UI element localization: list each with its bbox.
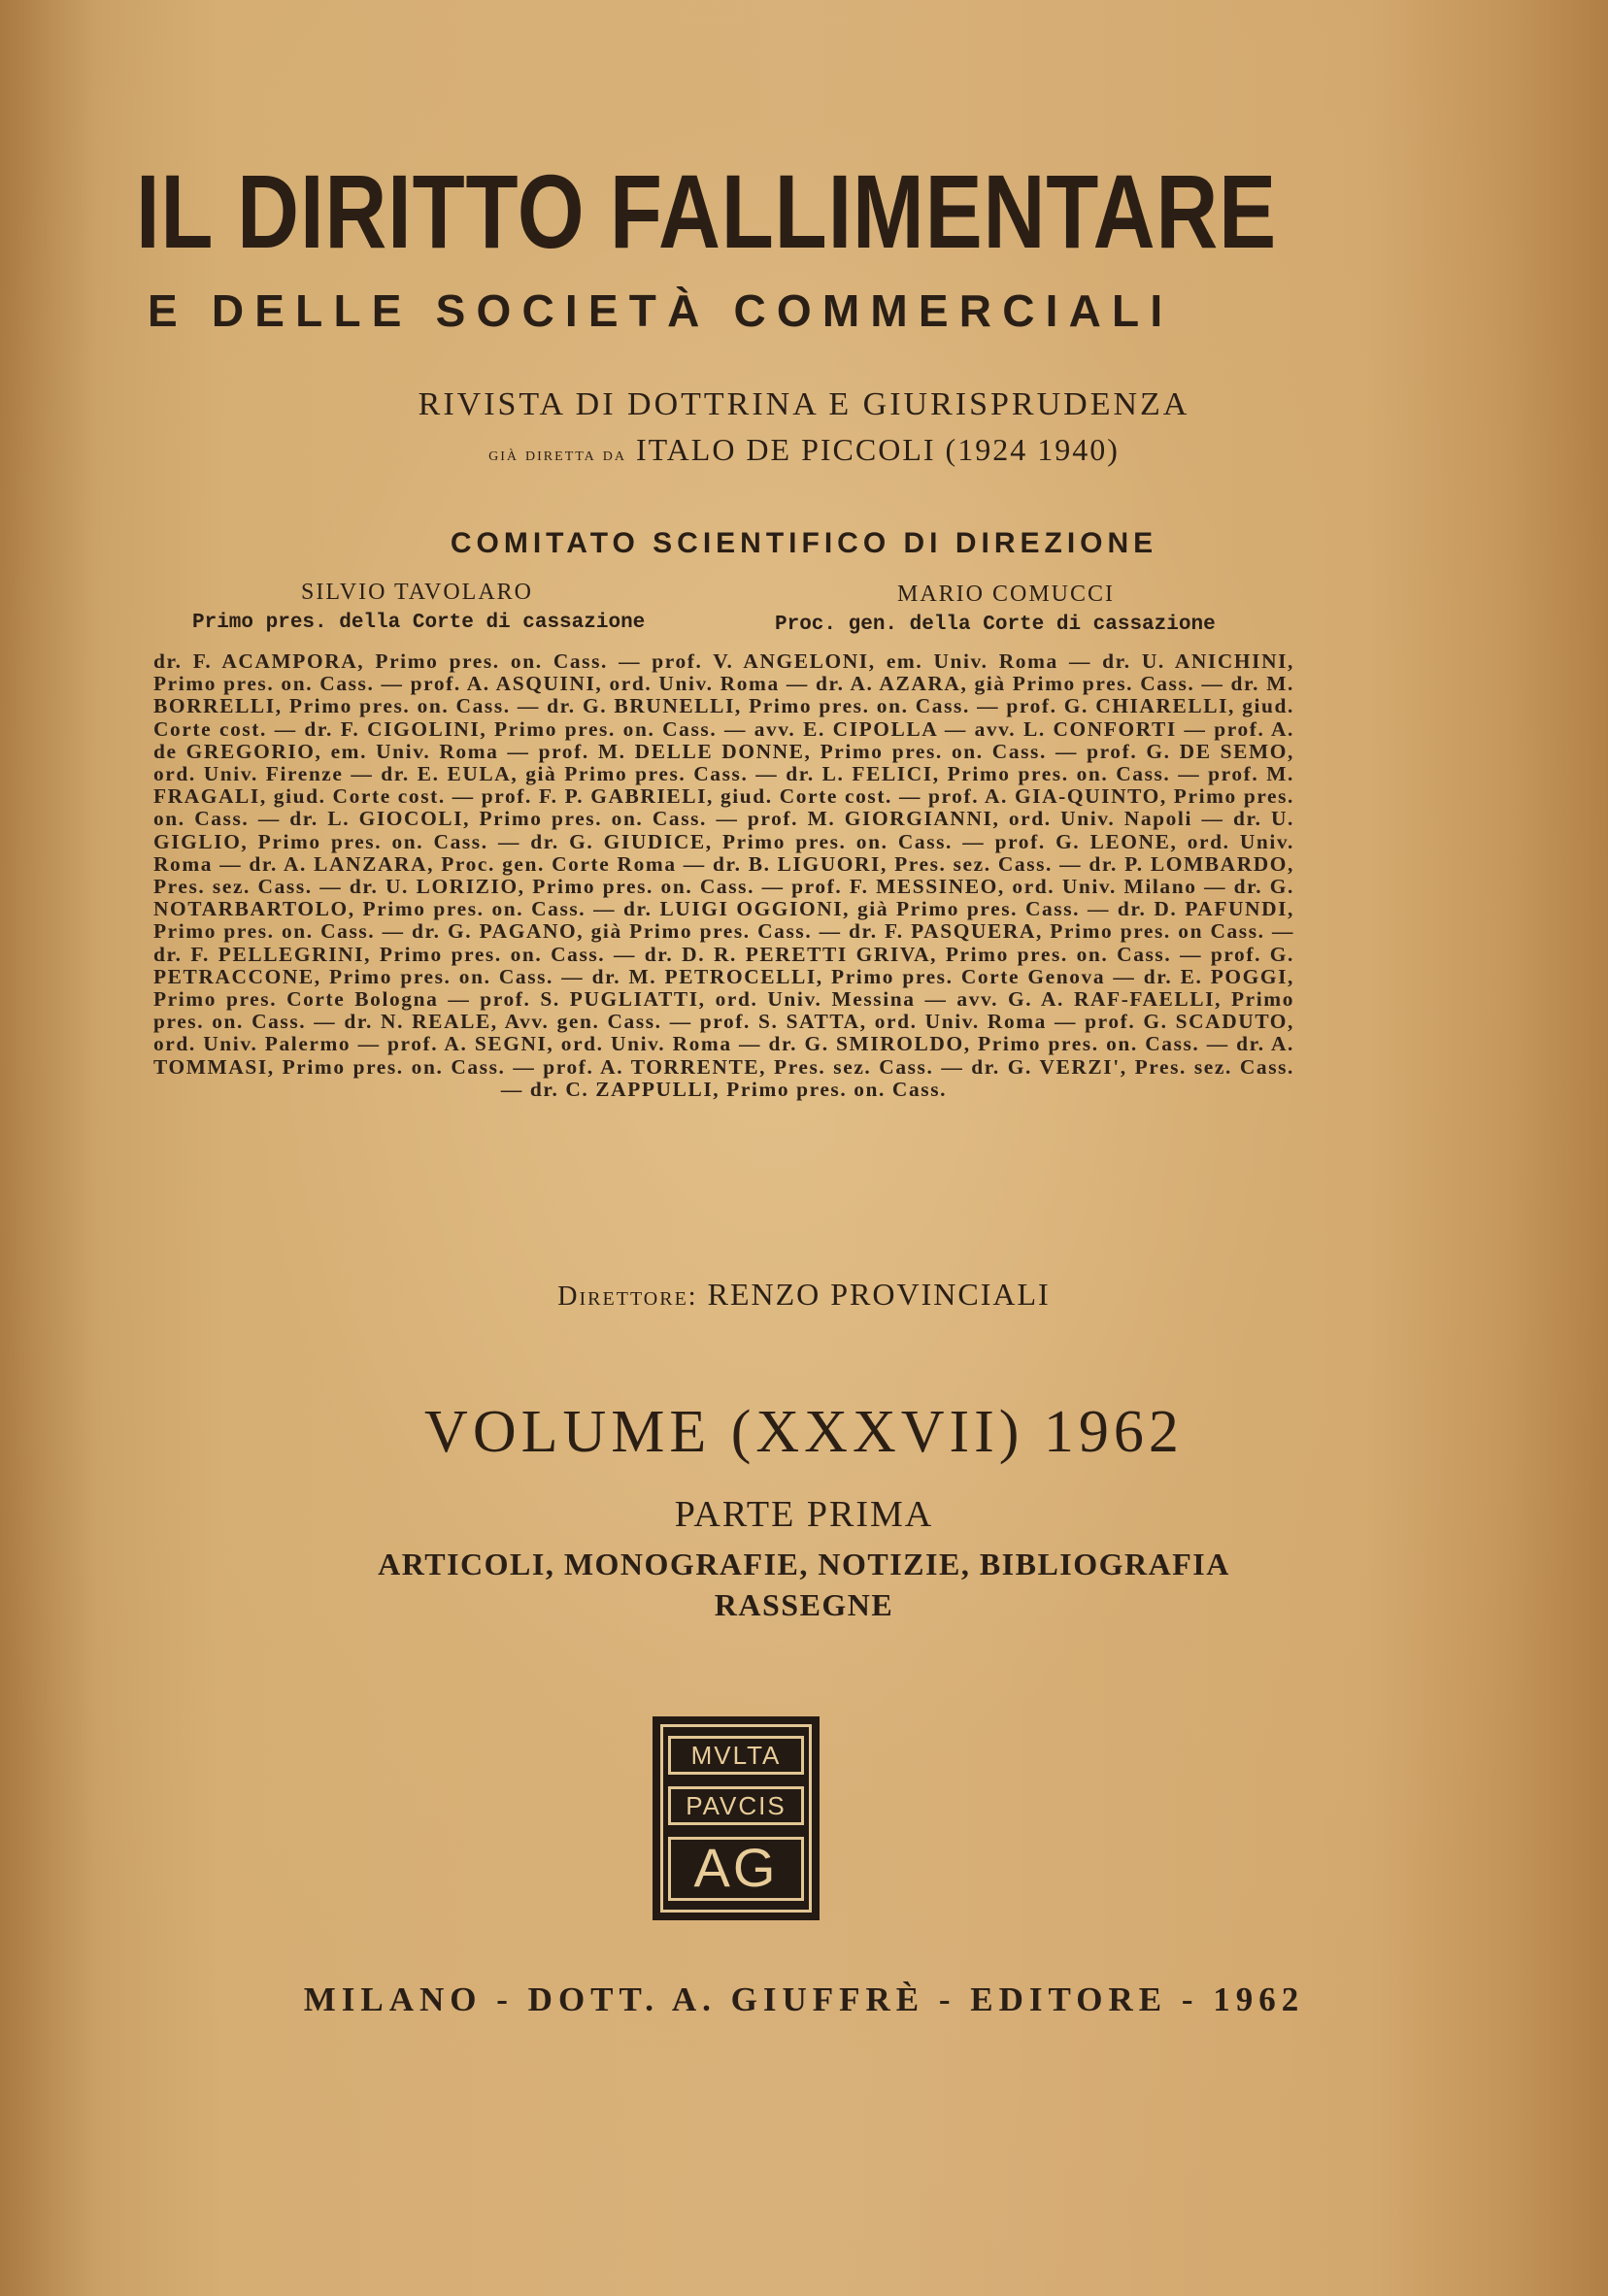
- contents-line-2: RASSEGNE: [714, 1587, 894, 1622]
- logo-text-line-3: AG: [668, 1837, 804, 1901]
- journal-title: IL DIRITTO FALLIMENTARE: [136, 152, 1278, 270]
- committee-left-role: Primo pres. della Corte di cassazione: [192, 612, 646, 634]
- contents-description: [0, 1544, 1608, 1625]
- committee-members: dr. F. ACAMPORA, Primo pres. on. Cass. — prof. V. ANGELONI, em. Univ. Roma — dr. U. ANICHINI, Primo pres. on. Cass. — prof. A. ASQUINI, ord. Univ. Roma — dr. A. AZARA, già Primo pres. Cass. — dr. M. BORRELLI, Primo pres. on. Cass. — dr. G. BRUNELLI, Primo pres. on. Cass. — prof. G. CHIARELLI, giud. Corte cost. — dr. F. CIGOLINI, Primo pres. on. Cass. — avv. E. CIPOLLA — avv. L. CONFORTI — prof. A. de GREGORIO, em. Univ. Roma — prof. M. DELLE DONNE, Primo pres. on. Cass. — prof. G. DE SEMO, ord. Univ. Firenze — dr. E. EULA, già Primo pres. Cass. — dr. L. FELICI, Primo pres. on. Cass. — prof. M. FRAGALI, giud. Corte cost. — prof. F. P. GABRIELI, giud. Corte cost. — prof. A. GIA-QUINTO, Primo pres. on. Cass. — dr. L. GIOCOLI, Primo pres. on. Cass. — prof. M. GIORGIANNI, ord. Univ. Napoli — dr. U. GIGLIO, Primo pres. on. Cass. — dr. G. GIUDICE, Primo pres. on. Cass. — prof. G. LEONE, ord. Univ. Roma — dr. A. LANZARA, Proc. gen. Corte Roma — dr. B. LIGUORI, Pres. sez. Cass. — dr. P. LOMBARDO, Pres. sez. Cass. — dr. U. LORIZIO, Primo pres. on. Cass. — prof. F. MESSINEO, ord. Univ. Milano — dr. G. NOTARBARTOLO, Primo pres. on. Cass. — dr. LUIGI OGGIONI, già Primo pres. Cass. — dr. D. PAFUNDI, Primo pres. on. Cass. — dr. G. PAGANO, già Primo pres. Cass. — dr. F. PASQUERA, Primo pres. on Cass. — dr. F. PELLEGRINI, Primo pres. on. Cass. — dr. D. R. PERETTI GRIVA, Primo pres. on. Cass. — prof. G. PETRACCONE, Primo pres. on. Cass. — dr. M. PETROCELLI, Primo pres. Corte Genova — dr. E. POGGI, Primo pres. Corte Bologna — prof. S. PUGLIATTI, ord. Univ. Messina — avv. G. A. RAF-FAELLI, Primo pres. on. Cass. — dr. N. REALE, Avv. gen. Cass. — prof. S. SATTA, ord. Univ. Roma — prof. G. SCADUTO, ord. Univ. Palermo — prof. A. SEGNI, ord. Univ. Roma — dr. G. SMIROLDO, Primo pres. on. Cass. — dr. A. TOMMASI, Primo pres. on. Cass. — prof. A. TORRENTE, Pres. sez. Cass. — dr. G. VERZI', Pres. sez. Cass. — dr. C. ZAPPULLI, Primo pres. on. Cass.: [153, 649, 1294, 1101]
- publisher-logo: [653, 1716, 820, 1920]
- former-director-prefix: già diretta da: [488, 444, 627, 465]
- volume-title: VOLUME (XXXVII) 1962: [424, 1399, 1184, 1465]
- director-line: [0, 1277, 1608, 1313]
- logo-text-line-2: PAVCIS: [668, 1786, 804, 1825]
- committee-right-role: Proc. gen. della Corte di cassazione: [775, 614, 1216, 636]
- publisher-imprint: MILANO - DOTT. A. GIUFFRÈ - EDITORE - 1962: [303, 1980, 1305, 2018]
- journal-description: RIVISTA DI DOTTRINA E GIURISPRUDENZA: [418, 386, 1190, 422]
- part-title: PARTE PRIMA: [674, 1494, 934, 1535]
- committee-left-name: SILVIO TAVOLARO: [301, 580, 533, 605]
- former-director-years: (1924 1940): [945, 432, 1120, 467]
- journal-subtitle: E DELLE SOCIETÀ COMMERCIALI: [148, 285, 1174, 336]
- committee-heading: COMITATO SCIENTIFICO DI DIREZIONE: [450, 527, 1158, 559]
- logo-text-line-1: MVLTA: [668, 1736, 804, 1775]
- former-director-line: [0, 432, 1608, 468]
- director-name: RENZO PROVINCIALI: [707, 1277, 1051, 1312]
- former-director-name: ITALO DE PICCOLI: [636, 432, 936, 467]
- contents-line-1: ARTICOLI, MONOGRAFIE, NOTIZIE, BIBLIOGRAFIA: [378, 1547, 1230, 1581]
- director-label: Direttore:: [557, 1281, 698, 1312]
- committee-right-name: MARIO COMUCCI: [897, 582, 1116, 607]
